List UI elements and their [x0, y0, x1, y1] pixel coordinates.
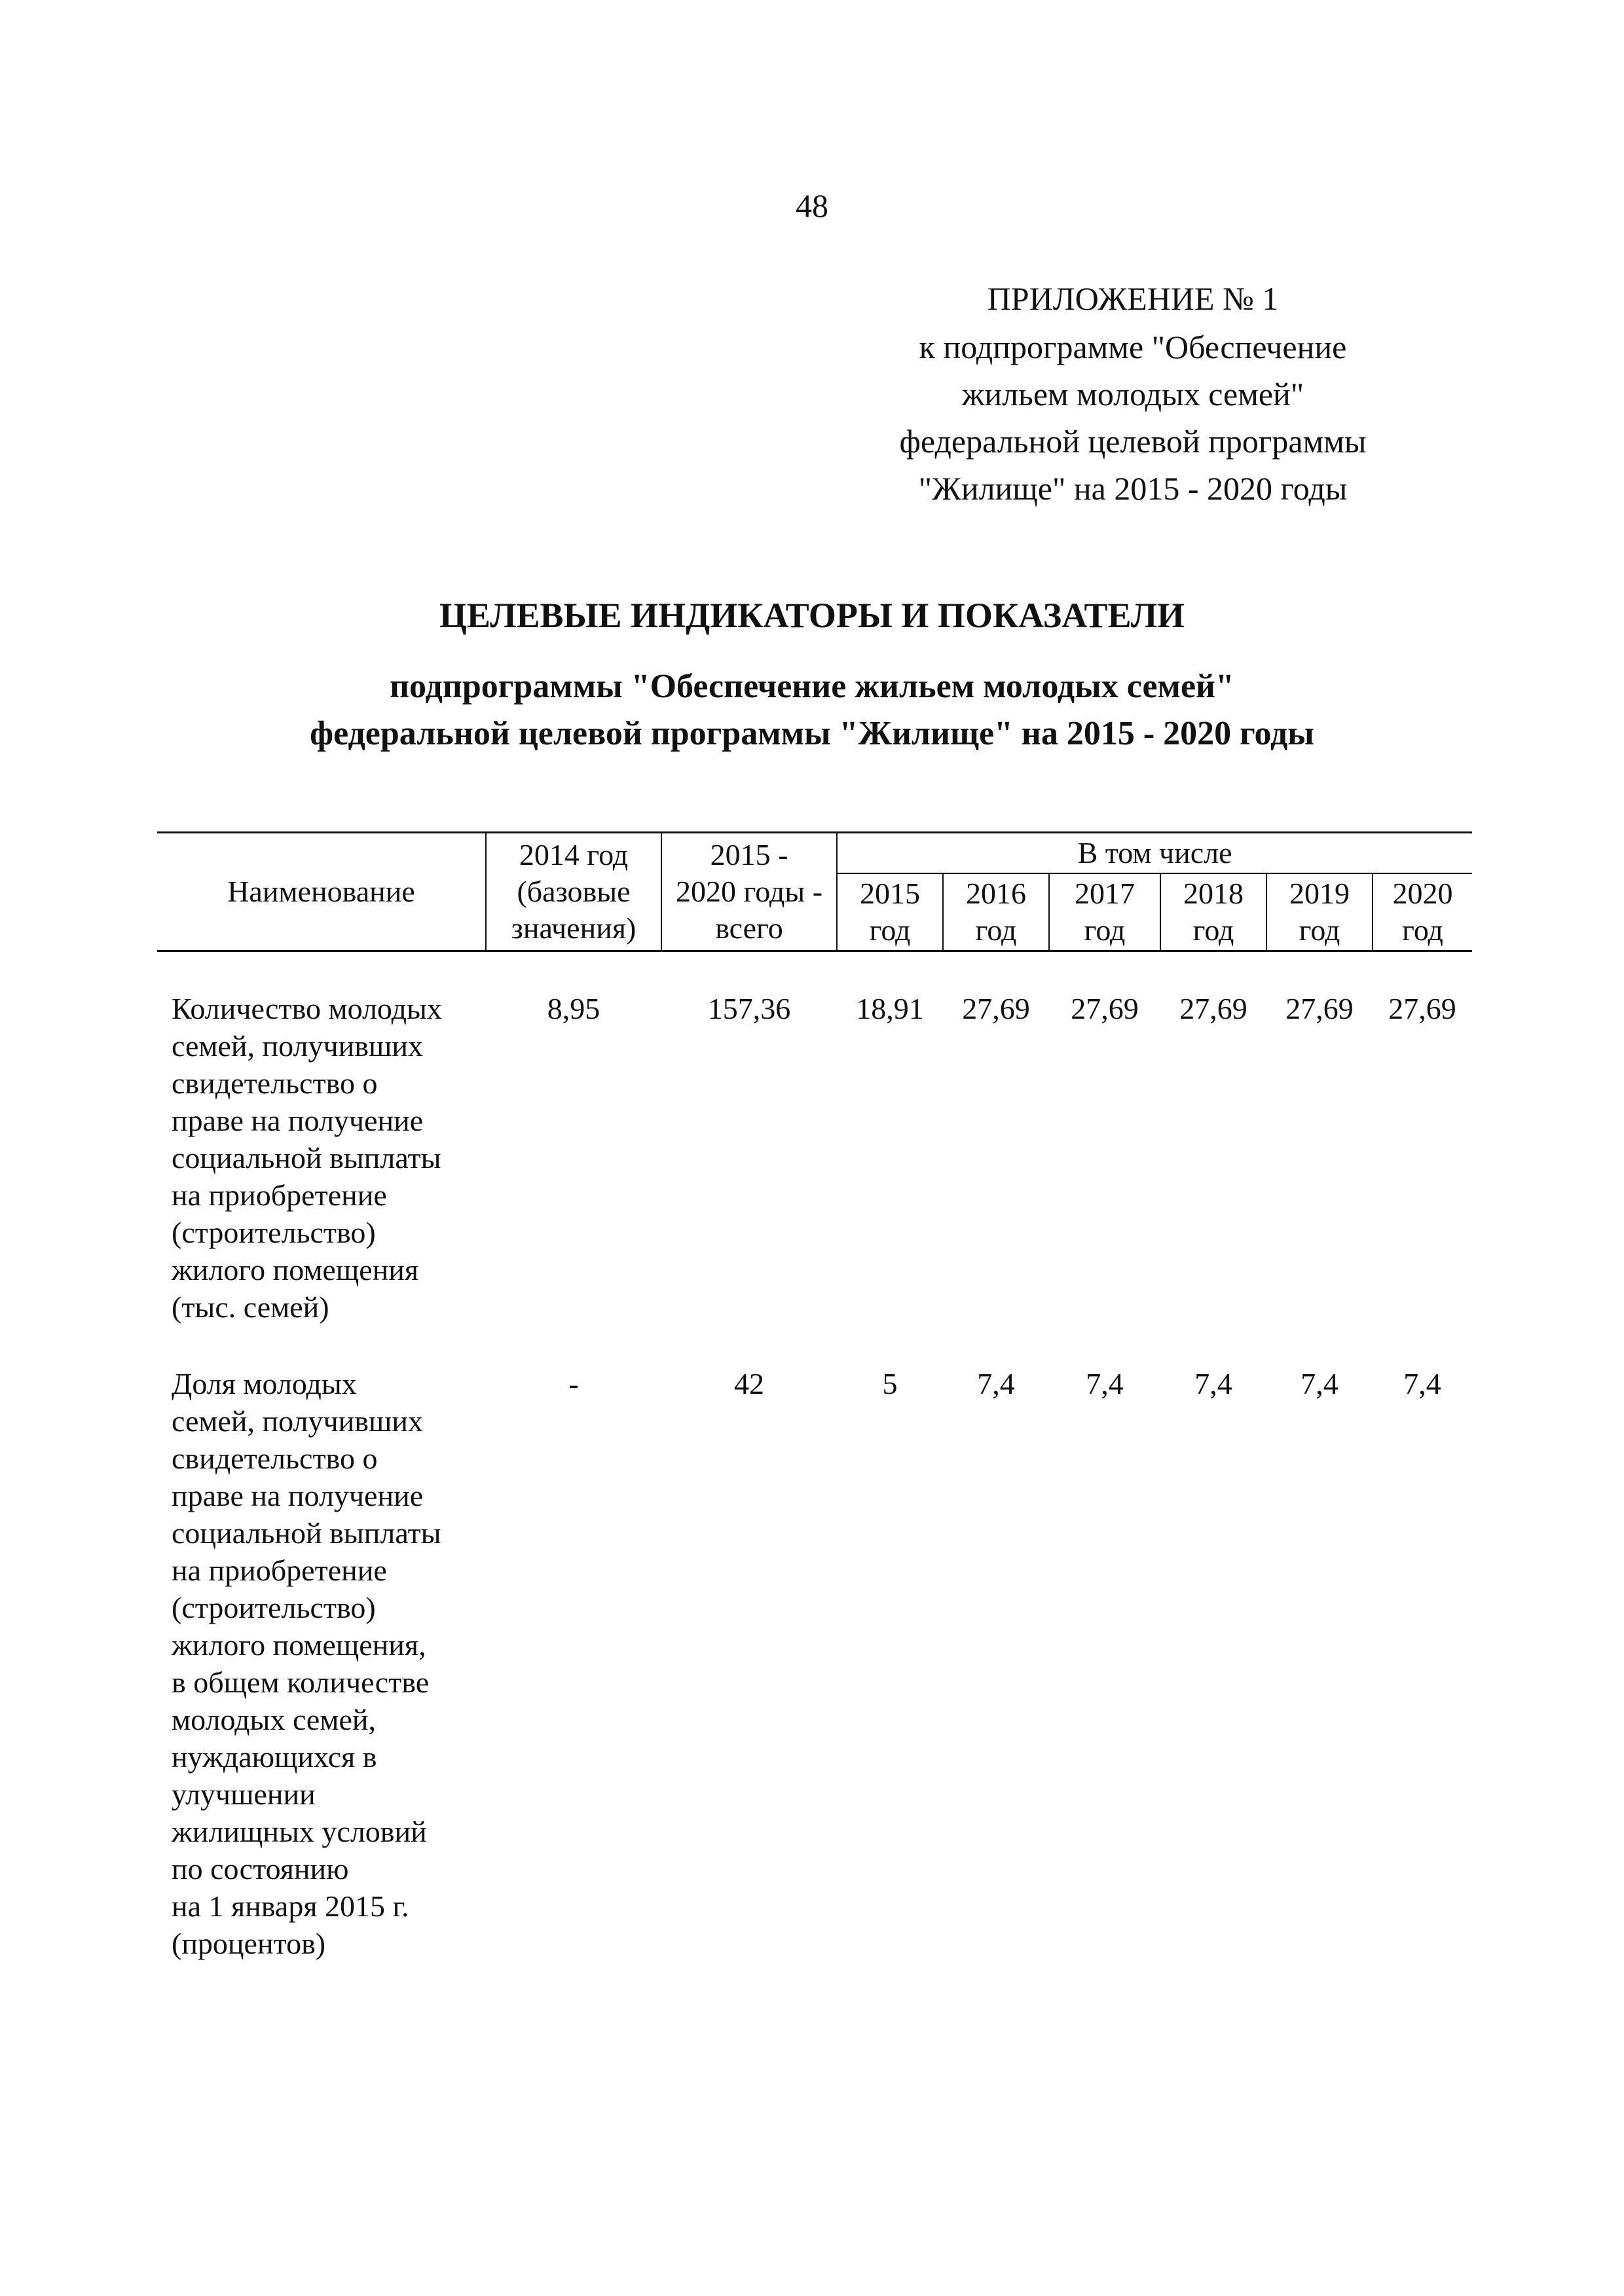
document-subtitle-line-1: подпрограммы "Обеспечение жильем молодых семей" [390, 668, 1234, 705]
row-name-line: (процентов) [172, 1927, 326, 1960]
cell-2018: 27,69 [1179, 992, 1247, 1025]
row-name-line: социальной выплаты [172, 1516, 441, 1550]
table-row [157, 1365, 1472, 1962]
appendix-line: "Жилище" на 2015 - 2020 годы [918, 470, 1348, 507]
header-year: 2019 [1289, 877, 1350, 910]
row-name-line: Доля молодых [172, 1367, 357, 1400]
header-base-line: (базовые [517, 875, 631, 908]
row-name-line: (строительство) [172, 1216, 376, 1249]
row-name-line: (тыс. семей) [172, 1290, 329, 1324]
header-year-unit: год [869, 913, 911, 947]
header-total-line: всего [715, 911, 783, 945]
table-row [157, 990, 1472, 1326]
header-year-unit: год [1192, 913, 1234, 947]
cell-base: - [568, 1367, 579, 1400]
header-year: 2016 [966, 877, 1026, 910]
header-year-2015 [837, 873, 943, 951]
header-name: Наименование [157, 833, 486, 951]
header-year-unit: год [1299, 913, 1340, 947]
appendix-block [819, 275, 1447, 512]
row-name-line: жилого помещения, [172, 1628, 426, 1662]
row-name-line: нуждающихся в [172, 1740, 377, 1774]
row-name-line: праве на получение [172, 1104, 424, 1137]
cell-2016: 7,4 [977, 1367, 1015, 1400]
cell-2016: 27,69 [962, 992, 1030, 1025]
header-year-2019 [1266, 873, 1373, 951]
appendix-line: федеральной целевой программы [899, 423, 1367, 460]
document-heading [157, 592, 1467, 757]
header-year: 2015 [860, 877, 920, 910]
cell-total: 157,36 [707, 992, 791, 1025]
header-year: 2020 [1392, 877, 1453, 910]
cell-2019: 27,69 [1285, 992, 1354, 1025]
cell-2017: 27,69 [1071, 992, 1139, 1025]
spacer-row [157, 951, 1472, 991]
row-name-line: на приобретение [172, 1178, 387, 1212]
row-name-line: улучшении [172, 1777, 316, 1811]
row-name-line: в общем количестве [172, 1666, 430, 1699]
header-year-2016 [943, 873, 1049, 951]
row-name-line: свидетельство о [172, 1066, 378, 1100]
gap-row [157, 1326, 1472, 1365]
row-name-line: на 1 января 2015 г. [172, 1889, 409, 1923]
cell-2020: 27,69 [1388, 992, 1456, 1025]
header-year-2017 [1049, 873, 1160, 951]
cell-total: 42 [734, 1367, 764, 1400]
row-name-line: семей, получивших [172, 1029, 424, 1063]
row-name-line: жилого помещения [172, 1253, 419, 1286]
page-number: 48 [796, 187, 828, 224]
cell-2017: 7,4 [1086, 1367, 1124, 1400]
row-name-line: социальной выплаты [172, 1141, 441, 1175]
header-row-top [157, 833, 1472, 874]
row-name [157, 990, 486, 1326]
cell-2018: 7,4 [1194, 1367, 1232, 1400]
row-name-line: семей, получивших [172, 1404, 424, 1438]
header-year-2018 [1160, 873, 1266, 951]
header-year-2020 [1373, 873, 1472, 951]
cell-2020: 7,4 [1403, 1367, 1441, 1400]
row-name-line: молодых семей, [172, 1703, 376, 1736]
header-total [661, 833, 837, 951]
header-base-line: значения) [511, 911, 637, 945]
row-name-line: свидетельство о [172, 1442, 378, 1475]
appendix-line: жильем молодых семей" [961, 376, 1304, 412]
cell-2019: 7,4 [1301, 1367, 1338, 1400]
appendix-title: ПРИЛОЖЕНИЕ № 1 [987, 280, 1279, 317]
row-name [157, 1365, 486, 1962]
appendix-line: к подпрограмме "Обеспечение [919, 329, 1347, 365]
header-year-unit: год [1402, 913, 1443, 947]
document-subtitle-line-2: федеральной целевой программы "Жилище" на 2015 - 2020 годы [310, 715, 1314, 752]
row-name-line: жилищных условий [172, 1815, 427, 1848]
header-total-line: 2015 - [710, 838, 788, 871]
header-year-unit: год [1084, 913, 1126, 947]
row-name-line: Количество молодых [172, 992, 442, 1025]
cell-2015: 18,91 [856, 992, 924, 1025]
indicators-table [157, 831, 1472, 1962]
header-year-unit: год [975, 913, 1017, 947]
header-including: В том числе [837, 833, 1472, 874]
header-base-line: 2014 год [519, 838, 629, 871]
header-total-line: 2020 годы - [675, 875, 823, 908]
row-name-line: праве на получение [172, 1479, 424, 1512]
row-name-line: по состоянию [172, 1852, 349, 1886]
header-year: 2018 [1183, 877, 1244, 910]
row-name-line: на приобретение [172, 1554, 387, 1587]
row-name-line: (строительство) [172, 1591, 376, 1624]
header-base [486, 833, 661, 951]
cell-2015: 5 [882, 1367, 898, 1400]
cell-base: 8,95 [547, 992, 600, 1025]
header-year: 2017 [1075, 877, 1135, 910]
document-title: ЦЕЛЕВЫЕ ИНДИКАТОРЫ И ПОКАЗАТЕЛИ [439, 596, 1185, 635]
